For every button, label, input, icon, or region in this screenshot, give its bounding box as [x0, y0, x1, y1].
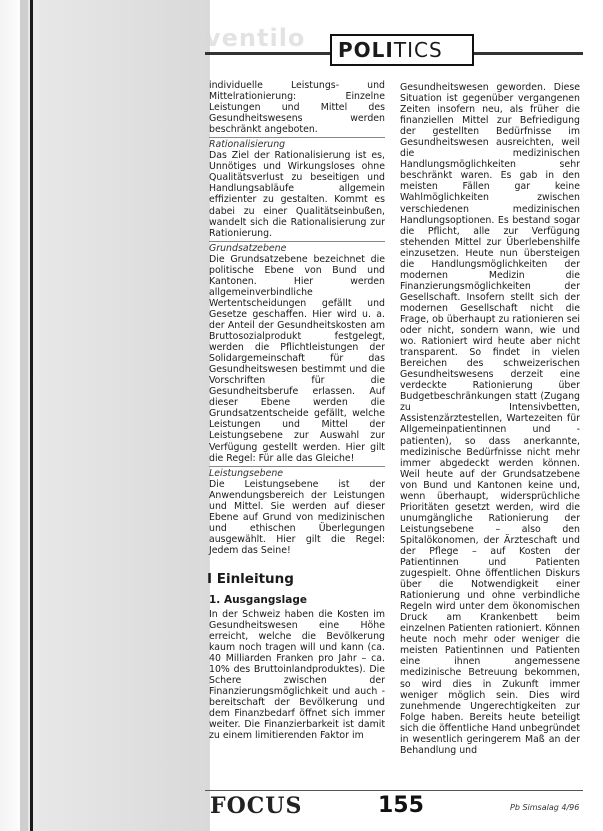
text-column-left [209, 80, 385, 742]
issue-label: Pb Simsalag 4/96 [510, 803, 580, 812]
paragraph-right-column: Gesundheitswesen geworden. Diese Situation ist gegenüber vergangenen Zeiten insofern neu, als früher die finanziellen Mittel zur Befriedigung der gestellten Bedürfnisse im Gesundheitswesen ausreichten, weil die medizinischen Handlungsmöglichkeiten sehr beschränkt waren. Es gab in den meisten Fällen gar keine Wahlmöglichkeiten zwischen verschiedenen medizinischen Handlungsoptionen. Es bestand sogar die Pflicht, alle zur Verfügung stehenden Mittel zur Überlebenshilfe einzusetzen. Heute nun übersteigen die Handlungsmöglichkeiten der modernen Medizin die Finanzierungsmöglichkeiten der Gesellschaft. Insofern stellt sich der modernen Gesellschaft nicht die Frage, ob überhaupt zu rationieren sei oder nicht, sondern wann, wie und wo. Rationiert wird heute aber nicht transparent. So findet in vielen Bereichen des schweizerischen Gesundheitswesens derzeit eine verdeckte Rationierung über Budgetbeschränkungen statt (Zugang zu Intensivbetten, Assistenzärztestellen, Wartezeiten für Allgemeinpatientinnen und -patienten), so dass anerkannte, medizinische Bedürfnisse nicht mehr immer abgedeckt werden können. Weil heute auf der Grundsatzebene von Bund und Kantonen keine und, wenn überhaupt, widersprüchliche Prioritäten gesetzt werden, wird die unumgängliche Rationierung der Leistungsebene – also den Spitalökonomen, der Ärzteschaft und der Pflege – auf Kosten der Patientinnen und Patienten zugespielt. Ohne öffentlichen Diskurs über die Notwendigkeit einer Rationierung und ohne verbindliche Regeln wird unter dem ökonomischen Druck am Krankenbett beim einzelnen Patienten rationiert. Können heute noch mehr oder weniger die meisten Patientinnen und Patienten eine ihnen angemessene medizinische Betreuung bekommen, so wird dies in Zukunft immer weniger möglich sein. Dies wird zunehmende Ungerechtigkeiten zur Folge haben. Bereits heute beteiligt sich die öffentliche Hand unbegründet in wesentlich geringerem Maß an der Behandlung und [400, 82, 581, 756]
subheading-leistungsebene: Leistungsebene [209, 466, 385, 479]
paragraph-ausgangslage: In der Schweiz haben die Kosten im Gesundheitswesen eine Höhe erreicht, welche die Bevölkerung kaum noch tragen will und kann (ca. 40 Milliarden Franken pro Jahr – ca. 10% des Bruttoinlandproduktes). Die Schere zwischen der Finanzierungsmöglichkeit und auch -bereitschaft der Bevölkerung und dem Finanzbedarf öffnet sich immer weiter. Die Finanzierbarkeit ist damit zu einem limitierenden Faktor im [209, 608, 385, 742]
left-margin-band [20, 0, 210, 831]
section-label-bold: POLI [338, 38, 394, 62]
paragraph-intro: individuelle Leistungs- und Mittelrationierung: Einzelne Leistungen und Mittel des Gesundheitswesens werden beschränkt angeboten. [209, 80, 385, 136]
paragraph-rationalisierung: Das Ziel der Rationalisierung ist es, Unnötiges und Wirkungsloses ohne Qualitätsverlust zu beseitigen und Handlungsabläufe allgemein effizienter zu gestalten. Kommt es dabei zu einer Qualitätseinbußen, wandelt sich die Rationalisierung zur Rationierung. [209, 150, 385, 239]
magazine-name: FOCUS [210, 793, 303, 819]
subheading-rationalisierung: Rationalisierung [209, 137, 385, 150]
subheading-grundsatzebene: Grundsatzebene [209, 241, 385, 254]
paragraph-leistungsebene: Die Leistungsebene ist der Anwendungsbereich der Leistungen und Mittel. Sie werden auf dieser Ebene auf Grund von medizinischen und ethischen Überlegungen ausgewählt. Hier gilt die Regel: Jedem das Seine! [209, 478, 385, 556]
section-label-box [330, 34, 474, 66]
paragraph-grundsatzebene: Die Grundsatzebene bezeichnet die politische Ebene von Bund und Kantonen. Hier werden allgemeinverbindliche Wertentscheidungen gefällt und Gesetze geschaffen. Hier wird u. a. der Anteil der Gesundheitskosten am Bruttosozialprodukt festgelegt, werden die Pflichtleistungen der Solidargemeinschaft für das Gesundheitswesen bestimmt und die Vorschriften für die Gesundheitsberufe erlassen. Auf dieser Ebene werden die Grundsatzentscheide gefällt, welche Leistungen und Mittel der Leistungsebene zur Auswahl zur Verfügung gestellt werden. Hier gilt die Regel: Für alle das Gleiche! [209, 253, 385, 464]
page-edge [20, 0, 28, 831]
footer-rule [205, 790, 583, 791]
chapter-heading: I Einleitung [207, 570, 294, 587]
vertical-rule [30, 0, 33, 831]
section-heading: 1. Ausgangslage [209, 593, 307, 606]
page-number: 155 [378, 793, 424, 818]
ghost-watermark: ventilo [205, 24, 306, 52]
section-label-rest: TICS [393, 38, 443, 62]
text-column-right [400, 82, 580, 756]
